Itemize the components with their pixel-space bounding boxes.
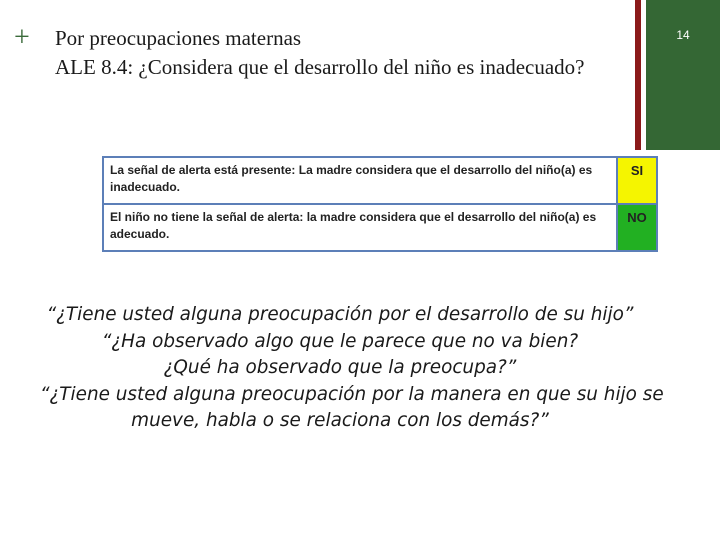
interview-questions	[40, 302, 664, 435]
alert-present-description: La señal de alerta está presente: La madre considera que el desarrollo del niño(a) es inadecuado.	[103, 157, 617, 204]
table-row	[103, 157, 657, 204]
decorative-red-bar	[635, 0, 641, 150]
title-line-1: Por preocupaciones maternas	[55, 26, 302, 50]
alert-sign-table	[102, 156, 658, 252]
table-row	[103, 204, 657, 251]
question-line: ¿Qué ha observado que la preocupa?”	[163, 357, 517, 378]
page-number: 14	[676, 28, 690, 42]
question-line: “¿Tiene usted alguna preocupación por el desarrollo de su hijo”	[46, 304, 634, 325]
status-no-cell: NO	[617, 204, 657, 251]
question-line: “¿Ha observado algo que le parece que no va bien?	[101, 330, 579, 352]
decorative-green-bar	[646, 0, 720, 150]
title-line-2: ALE 8.4: ¿Considera que el desarrollo del niño es inadecuado?	[55, 55, 585, 79]
plus-icon: +	[14, 22, 30, 53]
question-line: “¿Tiene usted alguna preocupación por la manera en que su hijo se	[40, 383, 664, 405]
question-line: mueve, habla o se relaciona con los demás?”	[131, 410, 549, 431]
alert-absent-description: El niño no tiene la señal de alerta: la madre considera que el desarrollo del niño(a) es adecuado.	[103, 204, 617, 251]
slide-title	[55, 24, 585, 82]
status-yes-cell: SI	[617, 157, 657, 204]
